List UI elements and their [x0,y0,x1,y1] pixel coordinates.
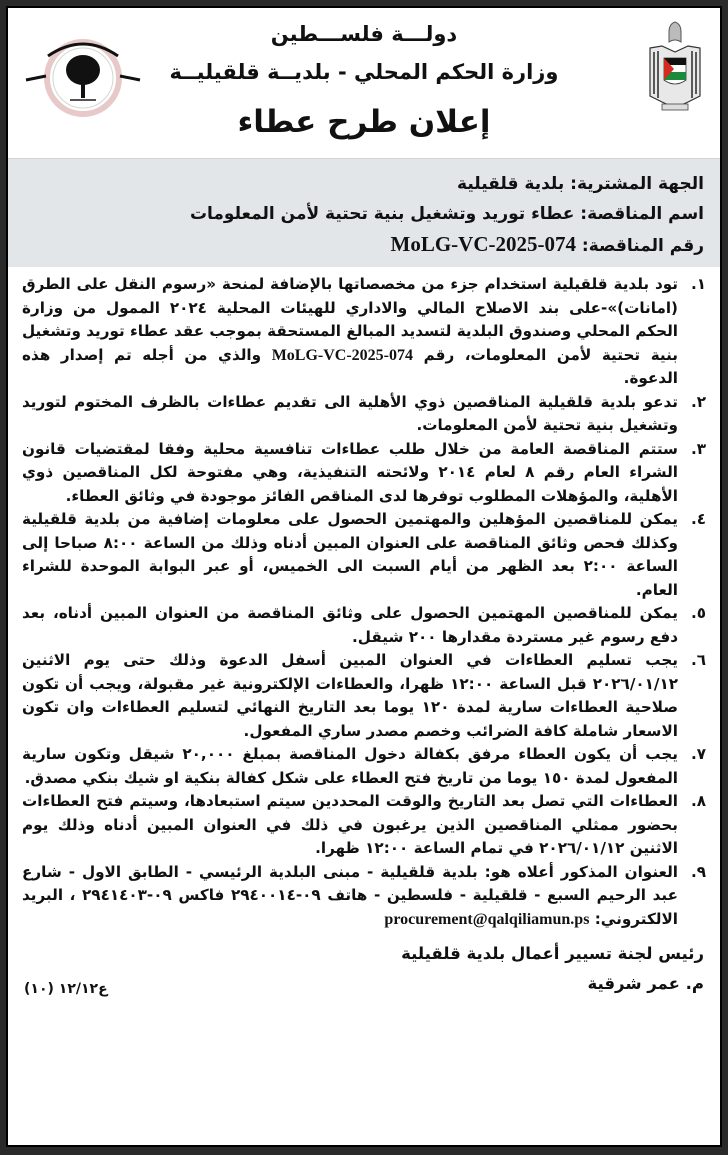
clause-number: ٥. [690,604,706,622]
tender-number-label: رقم المناقصة: [581,236,704,256]
tender-number-value: MoLG-VC-2025-074 [390,232,576,256]
signatory-name: م. عمر شرقية [587,974,704,993]
buyer-row [24,169,704,199]
clause-6 [22,649,706,743]
clause-3 [22,438,706,509]
clause-text: يجب تسليم العطاءات في العنوان المبين أسفل الدعوة وذلك حتى يوم الاثنين ٢٠٢٦/٠١/١٢ قبل الساعة ١٢:٠٠ ظهرا، والعطاءات الإلكترونية غير مقبولة، ويجب أن تكون صلاحية العطاءات سارية لمدة ١٢٠ يوما بعد التاريخ النهائي لتسليم العطاءات وان تكون الاسعار شاملة كافة الضرائب وخصم مصدر ساري المفعول. [22,651,678,740]
clause-number: ٨. [690,792,706,810]
clause-number: ١. [690,275,706,293]
clause-text-after: والذي من أجله تم إصدار هذه الدعوة. [22,345,678,387]
clause-text: تدعو بلدية قلقيلية المناقصين ذوي الأهلية الى تقديم عطاءات بالظرف المختوم لتوريد وتشغيل بنية تحتية لأمن المعلومات. [22,392,678,434]
email-link[interactable]: procurement@qalqiliamun.ps [384,910,590,928]
tender-name-row [24,199,704,229]
tender-number-row [24,229,704,261]
clause-text: العنوان المذكور أعلاه هو: بلدية قلقيلية - مبنى البلدية الرئيسي - الطابق الاول - شارع عبد الرحيم السبع - قلقيلية - فلسطين - هاتف ٠٩-٢٩٤٠٠١٤ فاكس ٠٩-٢٩٤١٤٠٣ ، البريد الالكتروني: [22,862,678,928]
clause-8 [22,790,706,861]
clause-number: ٩. [690,862,706,881]
clauses-list [8,267,720,931]
tender-code: MoLG-VC-2025-074 [271,346,413,364]
clause-2 [22,391,706,438]
tender-info-block [8,158,720,267]
buyer-value: بلدية قلقيلية [457,174,565,194]
tender-announcement [6,6,722,1147]
clause-text: يمكن للمناقصين المهتمين الحصول على وثائق المناقصة من العنوان المبين أدناه، بعد دفع رسوم غير مستردة مقدارها ٢٠٠ شيقل. [22,604,678,646]
buyer-label: الجهة المشترية: [570,174,704,194]
header [8,8,720,150]
tender-name-value: عطاء توريد وتشغيل بنية تحتية لأمن المعلومات [189,204,575,224]
clause-text: يجب أن يكون العطاء مرفق بكفالة دخول المناقصة بمبلغ ٢٠,٠٠٠ شيقل وتكون سارية المفعول لمدة ١٥٠ يوما من تاريخ فتح العطاء على شكل كفالة بنكية او شيك بنكي مصدق. [22,745,678,787]
header-ministry-municipality: وزارة الحكم المحلي - بلديــة قلقيليــة [169,60,559,84]
clause-text: يمكن للمناقصين المؤهلين والمهتمين الحصول على معلومات إضافية من بلدية قلقيلية وكذلك فحص وثائق المناقصة على العنوان المبين أدناه وذلك من الساعة ٨:٠٠ صباحا إلى الساعة ٢:٠٠ بعد الظهر من أيام السبت الى الخميس، أو عبر البوابة الموحدة للشراء العام. [22,510,678,599]
clause-9 [22,861,706,932]
signature-block [8,931,720,999]
clause-4 [22,508,706,602]
clause-text: العطاءات التي تصل بعد التاريخ والوقت المحددين سيتم استبعادها، وسيتم فتح العطاءات بحضور ممثلي المناقصين الذين يرغبون في ذلك في العنوان المبين أدناه وذلك يوم الاثنين ٢٠٢٦/٠١/١٢ في تمام الساعة ١٢:٠٠ ظهرا. [22,792,678,857]
header-state-name: دولـــة فلســـطين [270,22,458,46]
clause-number: ٧. [690,745,706,763]
clause-number: ٢. [690,392,706,411]
clause-5 [22,602,706,649]
clause-number: ٤. [690,510,706,528]
ad-reference-number: ع١٢/١٢ (١٠) [24,981,108,997]
page-title: إعلان طرح عطاء [237,104,491,140]
clause-7 [22,743,706,790]
tender-name-label: اسم المناقصة: [580,204,704,224]
clause-number: ٣. [690,439,706,458]
clause-number: ٦. [690,651,706,669]
clause-text: ستتم المناقصة العامة من خلال طلب عطاءات تنافسية محلية وفقا لمقتضيات قانون الشراء العام رقم ٨ لعام ٢٠١٤ ولائحته التنفيذية، وهي مفتوحة لكل المناقصين ذوي الأهلية، والمؤهلات المطلوب توفرها لدى المناقص الفائز موجودة في وثائق العطاء. [22,439,679,505]
clause-1 [22,273,706,391]
clause-text: تود بلدية قلقيلية استخدام جزء من مخصصاتها بالإضافة لمنحة «رسوم النقل على الطرق (امانات)»-على بند الاصلاح المالي والاداري للهيئات المحلية ٢٠٢٤ الممول من وزارة الحكم المحلي وصندوق البلدية لتسديد المبالغ المستحقة بموجب عقد عطاء توريد وتشغيل بنية تحتية لأمن المعلومات، رقم [22,275,678,364]
signatory-title: رئيس لجنة تسيير أعمال بلدية قلقيلية [401,944,704,963]
